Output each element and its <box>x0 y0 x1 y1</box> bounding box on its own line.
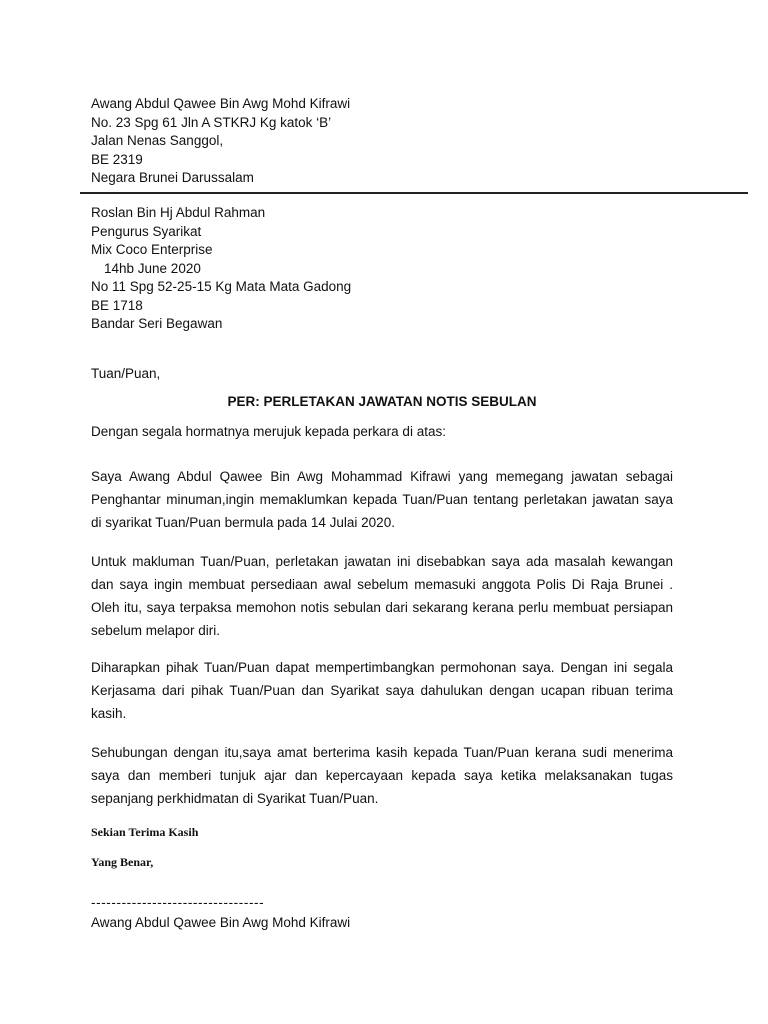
recipient-company: Mix Coco Enterprise <box>91 242 213 257</box>
header-divider <box>80 192 748 194</box>
closing-sign-off: Yang Benar, <box>91 855 154 869</box>
recipient-title: Pengurus Syarikat <box>91 223 202 239</box>
sender-name: Awang Abdul Qawee Bin Awg Mohd Kifrawi <box>91 96 351 111</box>
closing-remark: Sekian Terima Kasih <box>91 825 199 839</box>
letter-date: 14hb June 2020 <box>104 260 201 276</box>
sender-address-line1: No. 23 Spg 61 Jln A STKRJ Kg katok ‘B’ <box>91 114 332 130</box>
sender-address-block <box>91 95 350 188</box>
sender-postcode: BE 2319 <box>91 151 143 167</box>
recipient-address-block <box>91 204 351 334</box>
salutation: Tuan/Puan, <box>91 366 161 381</box>
body-paragraph: Sehubungan dengan itu,saya amat berterima kasih kepada Tuan/Puan kerana sudi menerima saya dan memberi tunjuk ajar dan kepercayaan kepada saya ketika melaksanakan tugas sepanjang perkhidmatan di Syarikat Tuan/Puan. <box>91 745 673 806</box>
sender-country: Negara Brunei Darussalam <box>91 170 254 185</box>
letter-subject: PER: PERLETAKAN JAWATAN NOTIS SEBULAN <box>227 394 537 409</box>
recipient-name: Roslan Bin Hj Abdul Rahman <box>91 205 266 220</box>
recipient-postcode: BE 1718 <box>91 297 143 313</box>
signatory-name: Awang Abdul Qawee Bin Awg Mohd Kifrawi <box>91 915 351 930</box>
recipient-city: Bandar Seri Begawan <box>91 316 223 331</box>
body-paragraph: Saya Awang Abdul Qawee Bin Awg Mohammad Kifrawi yang memegang jawatan sebagai Penghantar minuman,ingin memaklumkan kepada Tuan/Puan tentang perletakan jawatan saya di syarikat Tuan/Puan bermula pada 14 Julai 2020. <box>91 469 673 530</box>
sender-address-line2: Jalan Nenas Sanggol, <box>91 133 224 148</box>
recipient-address-line1: No 11 Spg 52-25-15 Kg Mata Mata Gadong <box>91 279 352 294</box>
body-paragraph: Diharapkan pihak Tuan/Puan dapat mempertimbangkan permohonan saya. Dengan ini segala Kerjasama dari pihak Tuan/Puan dan Syarikat saya dahulukan dengan ucapan ribuan terima kasih. <box>91 660 673 721</box>
body-paragraph: Untuk makluman Tuan/Puan, perletakan jawatan ini disebabkan saya ada masalah kewangan dan saya ingin membuat persediaan awal sebelum memasuki anggota Polis Di Raja Brunei . Oleh itu, saya terpaksa memohon notis sebulan dari sekarang kerana perlu membuat persiapan sebelum melapor diri. <box>91 554 673 638</box>
intro-line: Dengan segala hormatnya merujuk kepada perkara di atas: <box>91 424 446 439</box>
signature-line: ---------------------------------- <box>91 895 265 910</box>
